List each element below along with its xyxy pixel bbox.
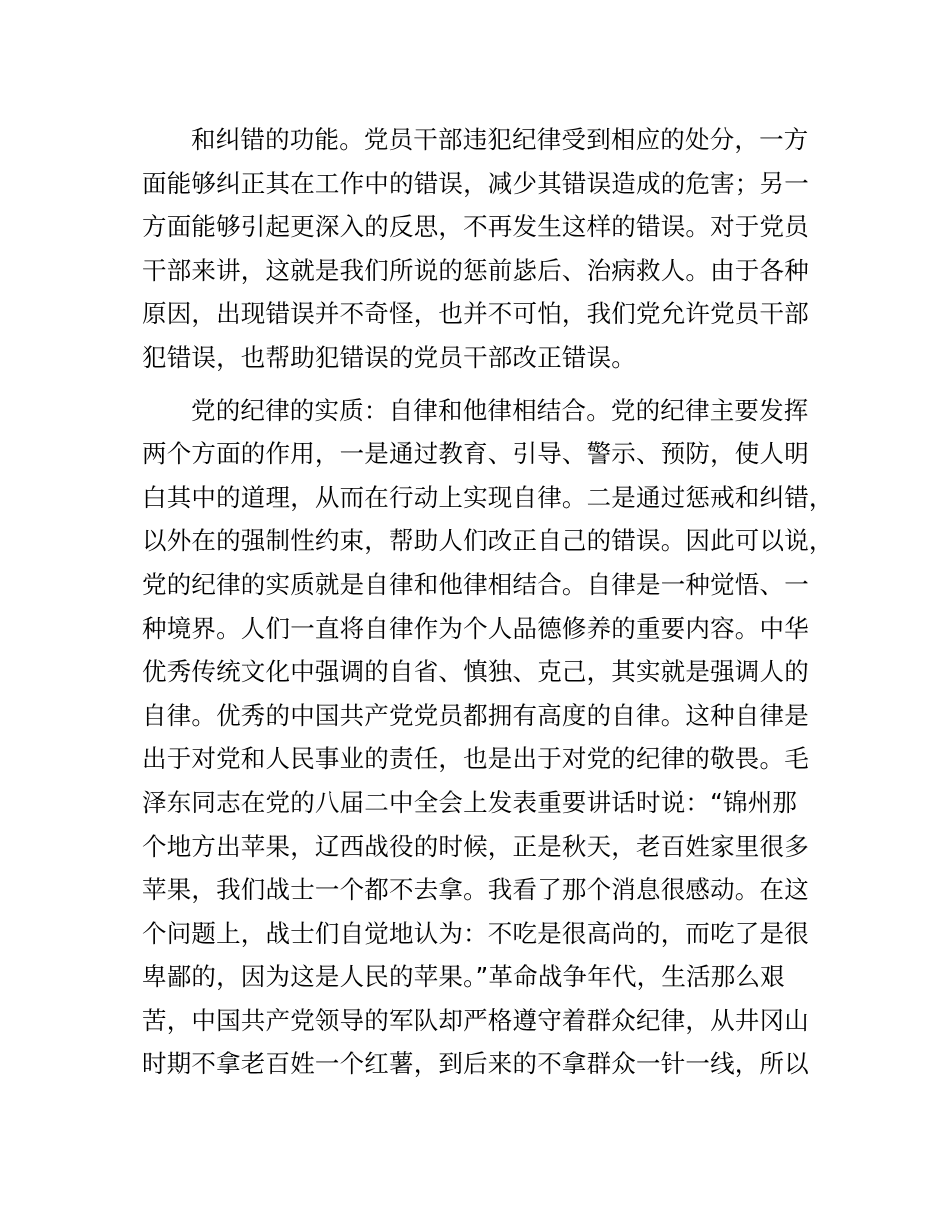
paragraph-line: 党的纪律的实质就是自律和他律相结合。自律是一种觉悟、一 [142, 569, 809, 599]
paragraph-line: 方面能够引起更深入的反思，不再发生这样的错误。对于党员 [142, 212, 809, 242]
paragraph-2 [142, 389, 842, 1087]
paragraph-line: 优秀传统文化中强调的自省、慎独、克己，其实就是强调人的 [142, 657, 809, 687]
document-body [142, 118, 842, 1086]
paragraph-line: 白其中的道理，从而在行动上实现自律。二是通过惩戒和纠错， [142, 482, 834, 512]
paragraph-line: 泽东同志在党的八届二中全会上发表重要讲话时说：“锦州那 [142, 787, 798, 817]
paragraph-line: 面能够纠正其在工作中的错误，减少其错误造成的危害；另一 [142, 168, 809, 198]
paragraph-line: 干部来讲，这就是我们所说的惩前毖后、治病救人。由于各种 [142, 255, 809, 285]
paragraph-line: 种境界。人们一直将自律作为个人品德修养的重要内容。中华 [142, 613, 809, 643]
paragraph-line: 和纠错的功能。党员干部违犯纪律受到相应的处分，一方 [191, 125, 809, 154]
paragraph-line: 以外在的强制性约束，帮助人们改正自己的错误。因此可以说， [142, 526, 834, 556]
paragraph-line: 苹果，我们战士一个都不去拿。我看了那个消息很感动。在这 [142, 875, 809, 905]
paragraph-line: 自律。优秀的中国共产党党员都拥有高度的自律。这种自律是 [142, 700, 809, 730]
paragraph-line: 卑鄙的，因为这是人民的苹果。”革命战争年代，生活那么艰 [142, 962, 785, 992]
paragraph-1 [142, 118, 842, 380]
paragraph-line: 个问题上，战士们自觉地认为：不吃是很高尚的，而吃了是很 [142, 918, 809, 948]
paragraph-line: 个地方出苹果，辽西战役的时候，正是秋天，老百姓家里很多 [142, 831, 809, 861]
paragraph-line: 苦，中国共产党领导的军队却严格遵守着群众纪律，从井冈山 [142, 1005, 809, 1035]
paragraph-line: 犯错误，也帮助犯错误的党员干部改正错误。 [142, 342, 636, 372]
paragraph-line: 原因，出现错误并不奇怪，也并不可怕，我们党允许党员干部 [142, 299, 809, 329]
paragraph-line: 党的纪律的实质：自律和他律相结合。党的纪律主要发挥 [191, 395, 809, 425]
paragraph-line: 时期不拿老百姓一个红薯，到后来的不拿群众一针一线，所以 [142, 1049, 809, 1079]
paragraph-line: 两个方面的作用，一是通过教育、引导、警示、预防，使人明 [142, 439, 809, 469]
paragraph-line: 出于对党和人民事业的责任，也是出于对党的纪律的敬畏。毛 [142, 744, 809, 774]
